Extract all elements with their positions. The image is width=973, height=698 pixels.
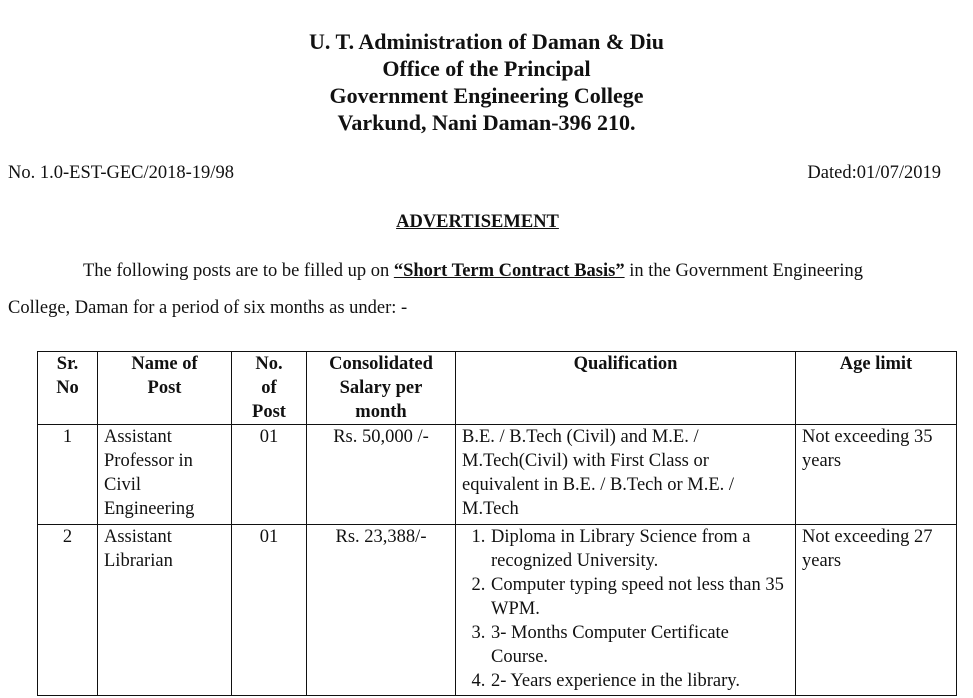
document-title: ADVERTISEMENT — [396, 212, 559, 232]
cell-qualification — [456, 525, 796, 696]
cell-qualification: B.E. / B.Tech (Civil) and M.E. / M.Tech(Civil) with First Class or equivalent in B.E. / B.Tech or M.E. / M.Tech — [456, 425, 796, 525]
cell-salary: Rs. 50,000 /- — [307, 425, 456, 525]
cell-age-limit: Not exceeding 27 years — [796, 525, 957, 696]
cell-post-count: 01 — [232, 525, 307, 696]
qualification-item: 4. 2- Years experience in the library. — [490, 669, 789, 693]
header-age-limit: Age limit — [796, 352, 957, 425]
qualification-list — [462, 525, 789, 693]
posts-table — [37, 351, 957, 696]
letterhead-address: Varkund, Nani Daman-396 210. — [337, 110, 636, 135]
intro-text-after: in the Government Engineering — [624, 261, 863, 281]
header-sr-no: Sr. No — [38, 352, 98, 425]
header-post-name: Name of Post — [98, 352, 232, 425]
header-salary: Consolidated Salary per month — [307, 352, 456, 425]
qualification-item: 2. Computer typing speed not less than 35 WPM. — [490, 573, 789, 621]
cell-post-name: Assistant Librarian — [98, 525, 232, 696]
table-header-row — [38, 352, 957, 425]
letterhead-office: Office of the Principal — [382, 56, 591, 81]
reference-number: No. 1.0-EST-GEC/2018-19/98 — [8, 163, 234, 183]
header-post-count: No. of Post — [232, 352, 307, 425]
cell-age-limit: Not exceeding 35 years — [796, 425, 957, 525]
cell-sr-no: 2 — [38, 525, 98, 696]
table-row — [38, 525, 957, 696]
table-row — [38, 425, 957, 525]
letterhead — [0, 28, 973, 136]
header-qualification: Qualification — [456, 352, 796, 425]
intro-text-before: The following posts are to be filled up on — [83, 261, 394, 281]
cell-salary: Rs. 23,388/- — [307, 525, 456, 696]
qualification-item: 1. Diploma in Library Science from a recognized University. — [490, 525, 789, 573]
letterhead-college: Government Engineering College — [329, 83, 644, 108]
cell-post-name: Assistant Professor in Civil Engineering — [98, 425, 232, 525]
letterhead-administration: U. T. Administration of Daman & Diu — [309, 29, 664, 54]
intro-emphasis: “Short Term Contract Basis” — [393, 261, 625, 281]
cell-sr-no: 1 — [38, 425, 98, 525]
cell-post-count: 01 — [232, 425, 307, 525]
intro-line-2: College, Daman for a period of six months as under: - — [8, 298, 408, 318]
qualification-item: 3. 3- Months Computer Certificate Course. — [490, 621, 789, 669]
date: Dated:01/07/2019 — [807, 163, 941, 183]
intro-line-1 — [83, 261, 863, 282]
